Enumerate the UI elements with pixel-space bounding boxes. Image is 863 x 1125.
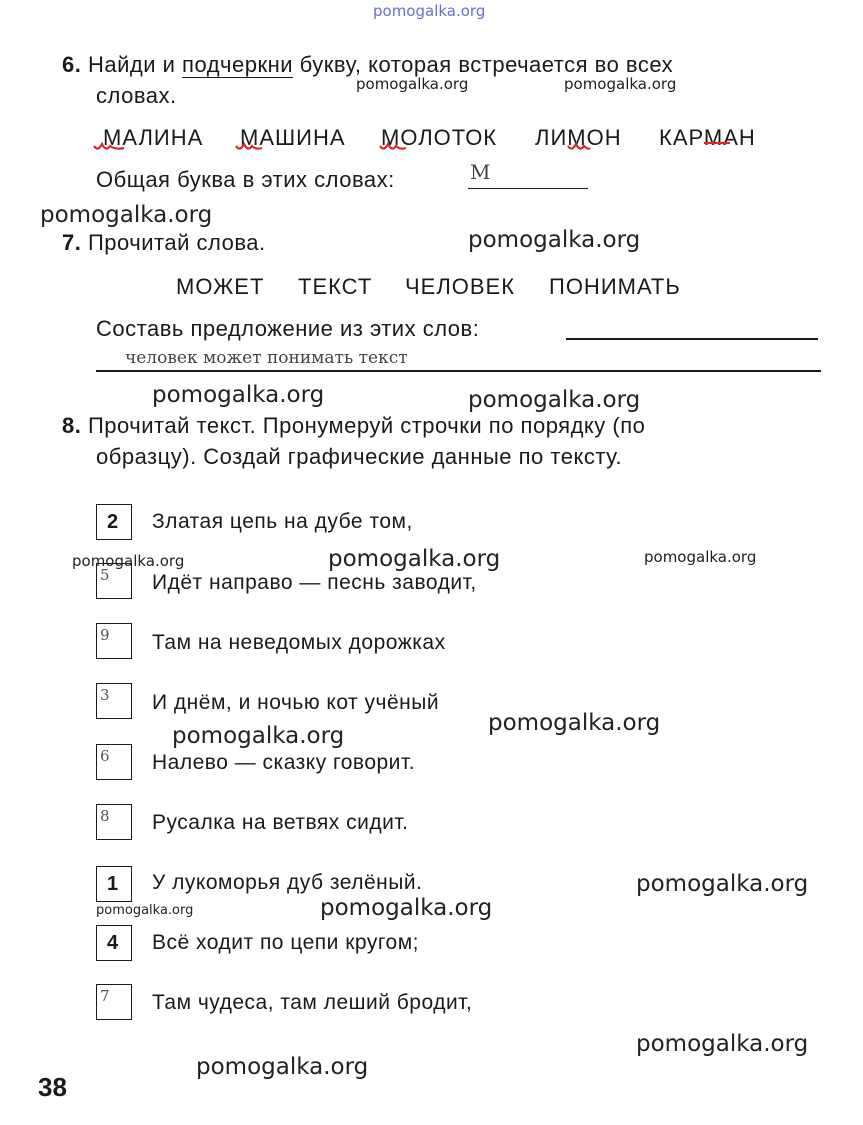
watermark: pomogalka.org: [172, 723, 345, 749]
task7-answer-line-1: [566, 338, 818, 340]
number-box-value: 3: [100, 686, 110, 704]
poem-line-1: Златая цепь на дубе том,: [152, 510, 413, 533]
task7-answer-line-2: [96, 370, 821, 372]
poem-line-3: Там на неведомых дорожках: [152, 631, 446, 654]
number-box-value: 8: [100, 807, 110, 825]
watermark: pomogalka.org: [468, 227, 641, 253]
number-box-value: 1: [107, 873, 119, 895]
red-underline-mark-4: [566, 138, 592, 154]
number-box-value: 6: [100, 747, 110, 765]
task8-line1: [62, 413, 645, 439]
task8-line2: образцу). Создай графические данные по тексту.: [96, 444, 623, 469]
number-box-9[interactable]: [96, 984, 132, 1020]
watermark: pomogalka.org: [356, 75, 469, 93]
task6-word-5: КАРМАН: [659, 125, 756, 150]
task8-text-line1: Прочитай текст. Пронумеруй строчки по порядку (по: [87, 413, 646, 438]
task6-word-1: МАЛИНА: [103, 125, 204, 150]
number-box-value: 4: [107, 932, 119, 954]
task6-underlined-word: подчеркни: [182, 52, 294, 77]
watermark: pomogalka.org: [636, 871, 809, 897]
poem-line-8: Всё ходит по цепи кругом;: [152, 931, 420, 954]
watermark: pomogalka.org: [40, 202, 213, 228]
number-box-value: 9: [100, 626, 110, 644]
task6-word-2: МАШИНА: [240, 125, 346, 150]
number-box-6[interactable]: [96, 804, 132, 840]
red-underline-mark-2: [234, 138, 264, 154]
poem-line-5: Налево — сказку говорит.: [152, 751, 416, 774]
poem-line-4: И днём, и ночью кот учёный: [152, 691, 440, 714]
watermark: pomogalka.org: [644, 548, 757, 566]
number-box-4[interactable]: [96, 683, 132, 719]
red-underline-mark-1: [92, 138, 126, 154]
watermark: pomogalka.org: [96, 903, 194, 918]
task6-answer-label: Общая буква в этих словах:: [96, 167, 395, 192]
number-box-value: 7: [100, 987, 110, 1005]
watermark: pomogalka.org: [196, 1054, 369, 1080]
task6-text-after: букву, которая встречается во всех: [293, 52, 674, 77]
task7-number: 7.: [62, 230, 82, 255]
number-box-value: 2: [107, 511, 119, 533]
task6-text-before: Найди и: [87, 52, 183, 77]
task6-word-3: МОЛОТОК: [381, 125, 498, 150]
poem-line-7: У лукоморья дуб зелёный.: [152, 871, 423, 894]
top-watermark: pomogalka.org: [373, 2, 486, 20]
red-underline-mark-5: [702, 138, 732, 148]
red-underline-mark-3: [378, 138, 408, 154]
watermark: pomogalka.org: [152, 382, 325, 408]
number-box-7[interactable]: [96, 866, 132, 902]
watermark: pomogalka.org: [564, 75, 677, 93]
number-box-3[interactable]: [96, 623, 132, 659]
task7-word-4: ПОНИМАТЬ: [549, 274, 681, 299]
task7-prompt: Составь предложение из этих слов:: [96, 316, 480, 341]
task6-number: 6.: [62, 52, 82, 77]
number-box-value: 5: [100, 566, 110, 584]
task7-heading: [62, 230, 266, 256]
task6-line2: словах.: [96, 83, 177, 108]
number-box-8[interactable]: [96, 925, 132, 961]
watermark: pomogalka.org: [468, 387, 641, 413]
watermark: pomogalka.org: [636, 1031, 809, 1057]
watermark: pomogalka.org: [488, 710, 661, 736]
watermark: pomogalka.org: [320, 895, 493, 921]
watermark: pomogalka.org: [72, 552, 185, 570]
task7-word-3: ЧЕЛОВЕК: [405, 274, 516, 299]
task7-answer: человек может понимать текст: [125, 348, 408, 368]
task6-answer-value: М: [470, 160, 491, 184]
task6-word-4: ЛИМОН: [535, 125, 622, 150]
task7-word-1: МОЖЕТ: [176, 274, 265, 299]
task7-word-2: ТЕКСТ: [298, 274, 373, 299]
poem-line-2: Идёт направо — песнь заводит,: [152, 571, 477, 594]
poem-line-6: Русалка на ветвях сидит.: [152, 811, 409, 834]
task6-answer-line: [468, 188, 588, 189]
watermark: pomogalka.org: [328, 546, 501, 572]
number-box-5[interactable]: [96, 744, 132, 780]
poem-line-9: Там чудеса, там леший бродит,: [152, 991, 473, 1014]
task7-text: Прочитай слова.: [87, 230, 266, 255]
task8-number: 8.: [62, 413, 82, 438]
number-box-1[interactable]: [96, 504, 132, 540]
page-number: 38: [38, 1072, 67, 1102]
